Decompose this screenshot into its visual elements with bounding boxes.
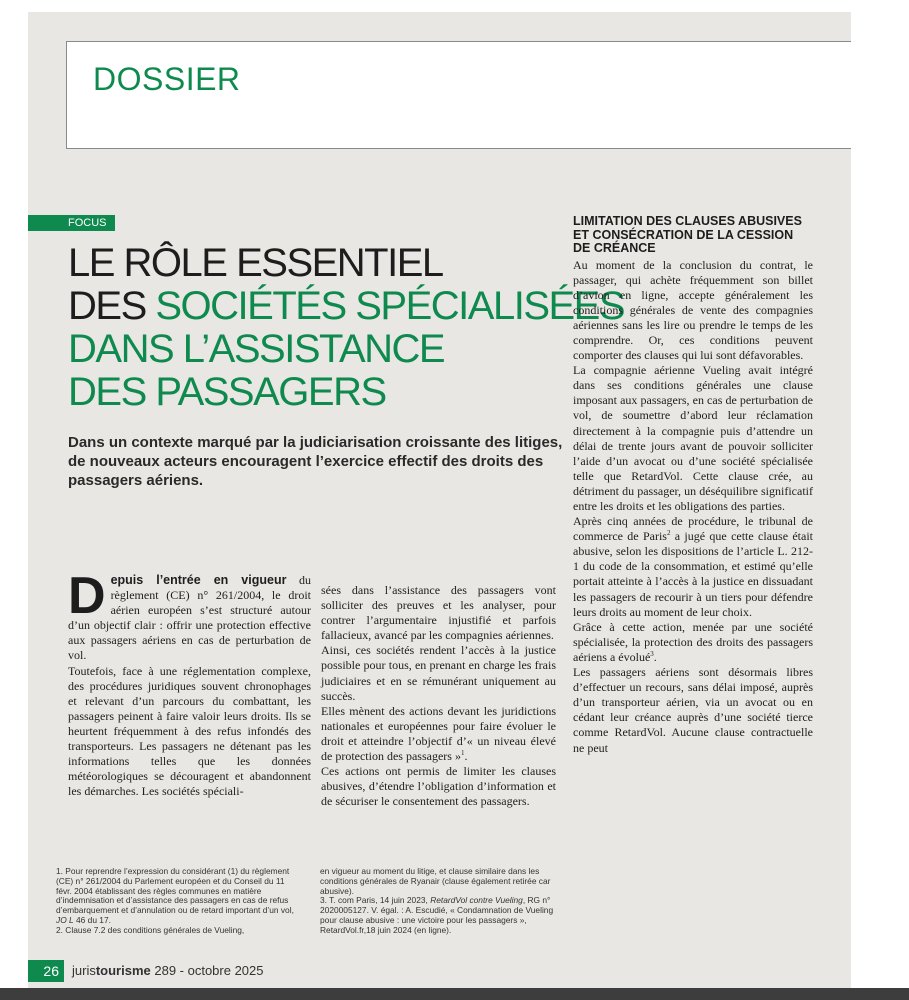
footnote-1: 1. Pour reprendre l’expression du considérant (1) du règlement (CE) n° 261/2004 du Parlement européen et du Conseil du 11 févr. 2004 établissant des règles communes en matière d’indemnisation et d’assistance des passagers en cas de refus d’embarquement et d’annulation ou de retard important d’un vol, JO L 46 du 17. [56,866,294,925]
body-column-2 [321,583,556,809]
footnote-3: 3. T. com Paris, 14 juin 2023, RetardVol contre Vueling, RG n° 2020005127. V. égal. : A. Escudié, « Condamnation de Vueling pour clause abusive : une victoire pour les passagers », RetardVol.fr,18 juin 2024 (en ligne). [320,895,554,935]
page-footer [28,957,851,985]
paragraph: La compagnie aérienne Vueling avait intégré dans ses conditions générales une clause imposant aux passagers, en cas de perturbation de vol, de soumettre d’abord leur réclamation directement à la compagnie puis d’attendre un délai de trente jours avant de pouvoir solliciter l’aide d’un avocat ou d’une société spécialisée telle que RetardVol. Cette clause crée, au détriment du passager, un déséquilibre significatif entre les droits et les obligations des parties. [573,363,813,513]
paragraph: Ces actions ont permis de limiter les clauses abusives, d’étendre l’obligation d’information et de sécuriser le consentement des passagers. [321,764,556,809]
section-title: DOSSIER [93,61,241,97]
footnotes-left [56,867,296,936]
footnote-2-continued: en vigueur au moment du litige, et clause similaire dans les conditions générales de Ryanair (clause également retirée car abusive). [320,866,551,896]
footnote-2: 2. Clause 7.2 des conditions générales de Vueling, [56,924,245,935]
paragraph: Toutefois, face à une réglementation complexe, des procédures juridiques souvent chronophages et relevant d’un parcours du combattant, les passagers peinent à faire valoir leurs droits. Ils se heurtent fréquemment à des refus infondés des transporteurs. Les passagers ne détenant pas les informations telles que les données météorologiques se découragent et abandonnent les démarches. Les sociétés spéciali- [68,663,311,799]
paragraph: sées dans l’assistance des passagers vont solliciter des preuves et les analyser, pour contrer l’argumentaire injustifié et parfois fallacieux, avancé par les compagnies aériennes. [321,583,556,643]
paragraph: Ainsi, ces sociétés rendent l’accès à la justice possible pour tous, en prenant en charge les frais judiciaires et en se rémunérant uniquement au succès. [321,643,556,703]
paragraph: Après cinq années de procédure, le tribunal de commerce de Paris$^2$ a jugé que cette clause était abusive, selon les dispositions de l’article L. 212-1 du code de la consommation, et estimé qu’elle portait atteinte à l’accès à la justice en dissuadant les passagers de recourir à un tiers pour défendre leurs droits au moment de leur choix. [573,514,813,619]
headline-line-4: DES PASSAGERS [68,370,386,414]
footnotes-right [320,867,565,936]
subheading: LIMITATION DES CLAUSES ABUSIVES ET CONSÉCRATION DE LA CESSION DE CRÉANCE [573,214,802,255]
focus-tag: FOCUS [28,215,115,231]
magazine-page [28,12,851,988]
publication-info: juristourisme 289 - octobre 2025 [72,963,264,978]
body-column-3 [573,215,813,756]
dossier-header [66,41,851,149]
headline-line-2: DES SOCIÉTÉS SPÉCIALISÉES [68,284,625,328]
paragraph: Elles mènent des actions devant les juridictions nationales et européennes pour faire évoluer le droit et atteindre l’objectif d’« un niveau élevé de protection des passagers »$^1$. [321,703,556,764]
page-number: 26 [28,960,64,982]
headline-line-3: DANS L’ASSISTANCE [68,327,445,371]
headline-line-1: LE RÔLE ESSENTIEL [68,241,443,285]
paragraph: Depuis l’entrée en vigueur du règlement (CE) n° 261/2004, le droit aérien européen s’est structuré autour d’un objectif clair : offrir une protection effective aux passagers aériens en cas de perturbation de vol. [68,567,312,663]
paragraph: Au moment de la conclusion du contrat, le passager, qui achète fréquemment son billet d’avion en ligne, accepte généralement les conditions générales de vente des compagnies aériennes sans les lire ou prendre le temps de les comprendre. Or, ces conditions peuvent comporter des clauses qui lui sont défavorables. [573,257,813,363]
drop-cap: D [68,567,106,625]
body-column-1 [68,567,312,799]
article-headline [68,242,624,414]
paragraph: Grâce à cette action, menée par une société spécialisée, la protection des droits des passagers aériens a évolué$^3$. [573,619,813,664]
paragraph: Les passagers aériens sont désormais libres d’effectuer un recours, sans délai imposé, auprès d’un transporteur aérien, via un avocat ou en cédant leur créance auprès d’une société tierce comme RetardVol. Aucune clause contractuelle ne peut [573,665,813,755]
viewer-bottom-bar [0,988,909,1000]
article-standfirst: Dans un contexte marqué par la judiciarisation croissante des litiges, de nouveaux acteurs encouragent l’exercice effectif des droits des passagers aériens. [68,434,563,489]
